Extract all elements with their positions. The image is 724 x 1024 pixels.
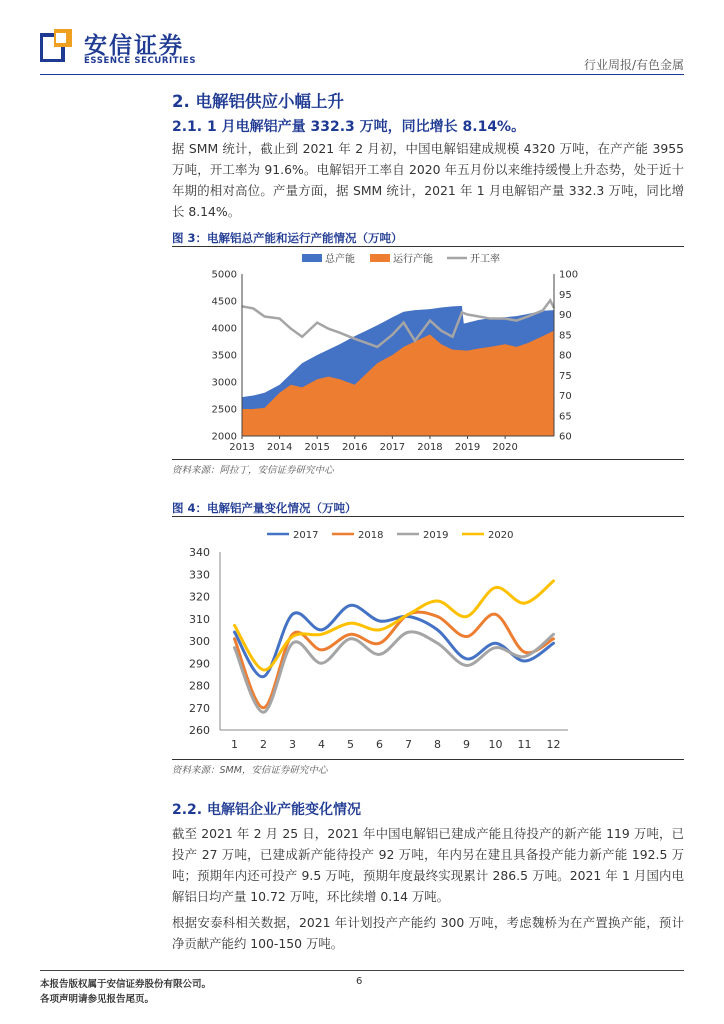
y-tick-label: 340 bbox=[189, 546, 210, 559]
page-number: 6 bbox=[356, 976, 363, 987]
figure-3-title: 图 3：电解铝总产能和运行产能情况（万吨） bbox=[172, 231, 403, 245]
x-tick-label: 2013 bbox=[229, 442, 255, 453]
legend-swatch-running bbox=[370, 254, 390, 262]
x-tick-label: 4 bbox=[318, 738, 325, 751]
x-tick-label: 7 bbox=[405, 738, 412, 751]
section-title: 2. 电解铝供应小幅上升 bbox=[172, 92, 344, 111]
figure-4-chart bbox=[172, 518, 684, 758]
y-left-tick-label: 3500 bbox=[211, 350, 237, 362]
essence-logo-icon bbox=[40, 28, 74, 62]
y-tick-label: 270 bbox=[189, 701, 210, 715]
x-tick-label: 2018 bbox=[417, 442, 443, 453]
figure-4-bottom-rule bbox=[172, 759, 684, 760]
legend-label-2018: 2018 bbox=[358, 530, 384, 541]
legend-label-rate: 开工率 bbox=[470, 254, 500, 265]
x-tick-label: 2015 bbox=[304, 442, 330, 453]
y-left-tick-label: 3000 bbox=[211, 377, 237, 389]
logo-english-name: ESSENCE SECURITIES bbox=[84, 56, 197, 66]
subsection-2-2-title: 2.2. 电解铝企业产能变化情况 bbox=[172, 802, 361, 818]
y-right-tick-label: 85 bbox=[559, 330, 572, 342]
y-left-tick-label: 4000 bbox=[211, 323, 237, 335]
figure-4-title: 图 4：电解铝产量变化情况（万吨） bbox=[172, 501, 357, 515]
footer-divider bbox=[40, 970, 684, 971]
x-tick-label: 2016 bbox=[342, 442, 368, 453]
footer-disclaimer: 各项声明请参见报告尾页。 bbox=[40, 994, 155, 1005]
y-tick-label: 290 bbox=[189, 657, 210, 671]
legend-label-total: 总产能 bbox=[325, 254, 355, 265]
x-tick-label: 2020 bbox=[492, 442, 518, 453]
header-divider bbox=[40, 74, 684, 75]
x-tick-label: 2 bbox=[260, 738, 267, 751]
y-tick-label: 330 bbox=[189, 568, 210, 582]
y-tick-label: 320 bbox=[189, 590, 210, 604]
figure-3-top-rule bbox=[172, 246, 684, 247]
subsection-2-1-paragraph: 据 SMM 统计，截止到 2021 年 2 月初，中国电解铝建成规模 4320 万吨，在产产能 3955 万吨，开工率为 91.6%。电解铝开工率自 2020 年五月份以来维持缓慢上升态势，处于近十年期的相对高位。产量方面，据 SMM 统计，2021 年 1 月电解铝产量 332.3 万吨，同比增长 8.14%。 bbox=[172, 141, 684, 219]
figure-3-bottom-rule bbox=[172, 459, 684, 460]
y-right-tick-label: 70 bbox=[559, 391, 572, 402]
figure-4-top-rule bbox=[172, 516, 684, 517]
x-tick-label: 9 bbox=[463, 738, 470, 751]
x-tick-label: 2014 bbox=[266, 442, 293, 453]
subsection-2-2-paragraph-2: 根据安泰科相关数据，2021 年计划投产产能约 300 万吨，考虑魏桥为在产置换产能，预计净贡献产能约 100-150 万吨。 bbox=[172, 915, 684, 951]
legend-label-running: 运行产能 bbox=[393, 254, 433, 265]
legend-label-2019: 2019 bbox=[423, 530, 449, 541]
y-right-tick-label: 100 bbox=[559, 269, 579, 281]
legend-swatch-total bbox=[302, 254, 322, 262]
x-tick-label: 6 bbox=[376, 738, 383, 751]
y-left-tick-label: 5000 bbox=[211, 269, 237, 281]
x-tick-label: 8 bbox=[434, 738, 441, 751]
y-left-tick-label: 2500 bbox=[211, 404, 237, 416]
subsection-2-1-title: 2.1. 1 月电解铝产量 332.3 万吨，同比增长 8.14%。 bbox=[172, 119, 526, 135]
x-tick-label: 3 bbox=[289, 738, 296, 751]
y-tick-label: 310 bbox=[189, 612, 210, 626]
y-right-tick-label: 65 bbox=[559, 411, 572, 423]
legend-label-2020: 2020 bbox=[488, 530, 514, 541]
x-tick-label: 1 bbox=[231, 738, 238, 751]
x-tick-label: 12 bbox=[546, 738, 561, 751]
x-tick-label: 2017 bbox=[379, 442, 406, 453]
legend-label-2017: 2017 bbox=[293, 530, 319, 541]
y-left-tick-label: 4500 bbox=[211, 296, 237, 308]
x-tick-label: 11 bbox=[517, 738, 532, 751]
y-right-tick-label: 90 bbox=[559, 310, 572, 321]
y-right-tick-label: 60 bbox=[559, 431, 572, 443]
y-right-tick-label: 80 bbox=[559, 350, 572, 362]
subsection-2-2-paragraph-1: 截至 2021 年 2 月 25 日，2021 年中国电解铝已建成产能且待投产的新产能 119 万吨，已投产 27 万吨，已建成新产能待投产 92 万吨，年内另在建且具备投产能力新产能 192.5 万吨；预期年内还可投产 9.5 万吨，预期年度最终实现累计 286.5 万吨。2021 年 1 月国内电解铝日均产量 10.72 万吨，环比续增 0.14 万吨。 bbox=[172, 826, 684, 904]
footer-copyright: 本报告版权属于安信证券股份有限公司。 bbox=[40, 979, 212, 990]
y-tick-label: 300 bbox=[189, 635, 210, 648]
y-tick-label: 280 bbox=[189, 679, 210, 693]
x-tick-label: 2019 bbox=[454, 442, 481, 453]
logo-chinese-name: 安信证券 bbox=[84, 33, 184, 59]
y-right-tick-label: 95 bbox=[559, 289, 572, 301]
figure-3-source: 资料来源：阿拉丁，安信证券研究中心 bbox=[172, 465, 334, 476]
y-left-tick-label: 2000 bbox=[211, 431, 237, 443]
x-tick-label: 5 bbox=[347, 738, 354, 751]
y-tick-label: 260 bbox=[189, 724, 210, 737]
report-category: 行业周报/有色金属 bbox=[583, 58, 684, 72]
figure-3-chart bbox=[172, 248, 684, 458]
figure-4-source: 资料来源：SMM，安信证券研究中心 bbox=[172, 765, 328, 776]
y-right-tick-label: 75 bbox=[559, 370, 572, 382]
x-tick-label: 10 bbox=[488, 738, 503, 751]
